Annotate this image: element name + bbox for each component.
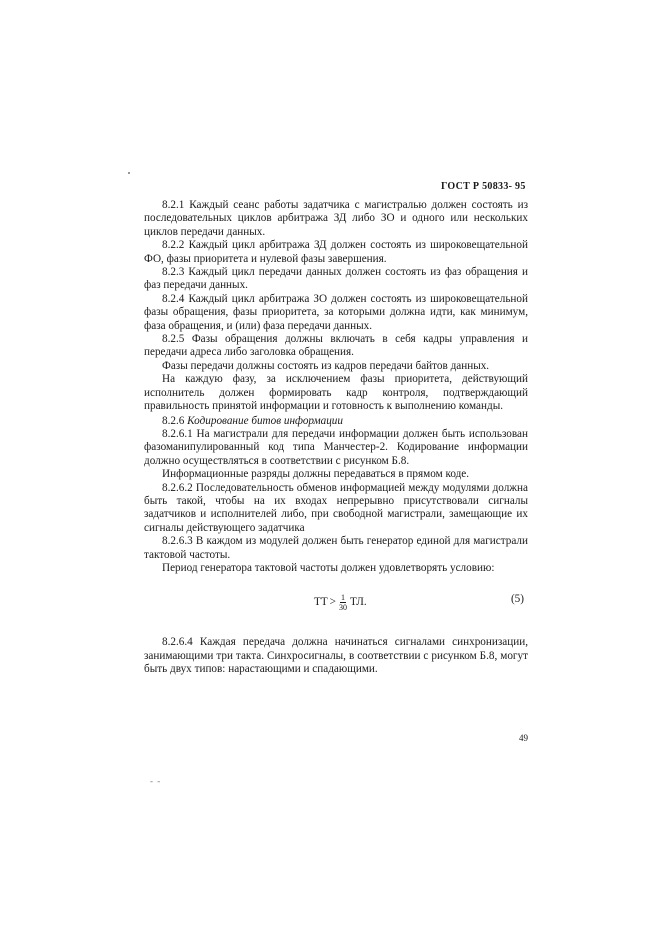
paragraph-8-2-4: 8.2.4 Каждый цикл арбитража ЗО должен состоять из широковещательной фазы обращения, фазы приоритета, за которыми должна идти, как минимум, фаза обращения, и (или) фаза передачи данных. (144, 292, 528, 332)
paragraph-direct-code: Информационные разряды должны передаваться в прямом коде. (162, 468, 470, 481)
paragraph-8-2-5: 8.2.5 Фазы обращения должны включать в себя кадры управления и передачи адреса либо заголовка обращения. (144, 333, 528, 359)
paragraph-control-frame: На каждую фазу, за исключением фазы приоритета, действующий исполнитель должен формировать кадр контроля, подтверждающий правильность принятой информации и готовность к выполнению команды. (144, 373, 528, 413)
paragraph-8-2-6-2: 8.2.6.2 Последовательность обменов информацией между модулями должна быть такой, чтобы на их входах непрерывно присутствовали сигналы задатчиков и исполнителей либо, при свободной магистрали, замещающие их сигналы действующего задатчика (144, 481, 528, 534)
equation-number: (5) (510, 593, 524, 606)
document-header: ГОСТ Р 50833- 95 (441, 181, 526, 192)
paragraph-8-2-2: 8.2.2 Каждый цикл арбитража ЗД должен состоять из широковещательной ФО, фазы приоритета и нулевой фазы завершения. (144, 239, 528, 265)
fraction-denominator: 30 (338, 603, 347, 613)
scan-speck: - - (150, 776, 162, 786)
fraction-numerator: 1 (340, 593, 345, 603)
paragraph-generator-period: Период генератора тактовой частоты должен удовлетворять условию: (162, 561, 495, 574)
scan-speck (128, 172, 130, 174)
formula-operator: > (329, 596, 336, 609)
document-body (144, 199, 528, 677)
page-number: 49 (519, 733, 528, 743)
formula-rhs: ТЛ. (349, 596, 367, 609)
paragraph-8-2-6-3: 8.2.6.3 В каждом из модулей должен быть генератор единой для магистрали тактовой частоты. (144, 535, 528, 561)
formula-lhs: ТТ (314, 596, 328, 609)
formula-5 (144, 585, 528, 625)
paragraph-transfer-phases: Фазы передачи должны состоять из кадров передачи байтов данных. (162, 359, 490, 372)
paragraph-8-2-6-4: 8.2.6.4 Каждая передача должна начинаться сигналами синхронизации, занимающими три такта. Синхросигналы, в соответствии с рисунком Б.8, могут быть двух типов: нарастающими и спадающими. (144, 636, 528, 676)
paragraph-8-2-3: 8.2.3 Каждый цикл передачи данных должен состоять из фаз обращения и фаз передачи данных. (144, 266, 528, 292)
formula-fraction (339, 593, 347, 612)
formula-expression (314, 593, 367, 612)
section-number: 8.2.6 (162, 414, 185, 427)
section-heading-8-2-6 (144, 415, 528, 428)
paragraph-8-2-1: 8.2.1 Каждый сеанс работы задатчика с магистралью должен состоять из последовательных циклов арбитража ЗД либо ЗО и одного или нескольких циклов передачи данных. (144, 199, 528, 238)
section-title: Кодирование битов информации (187, 414, 343, 427)
paragraph-8-2-6-1: 8.2.6.1 На магистрали для передачи информации должен быть использован фазоманипулированный код типа Манчестер-2. Кодирование информации должно осуществляться в соответствии с рисунком Б.8. (144, 427, 528, 467)
